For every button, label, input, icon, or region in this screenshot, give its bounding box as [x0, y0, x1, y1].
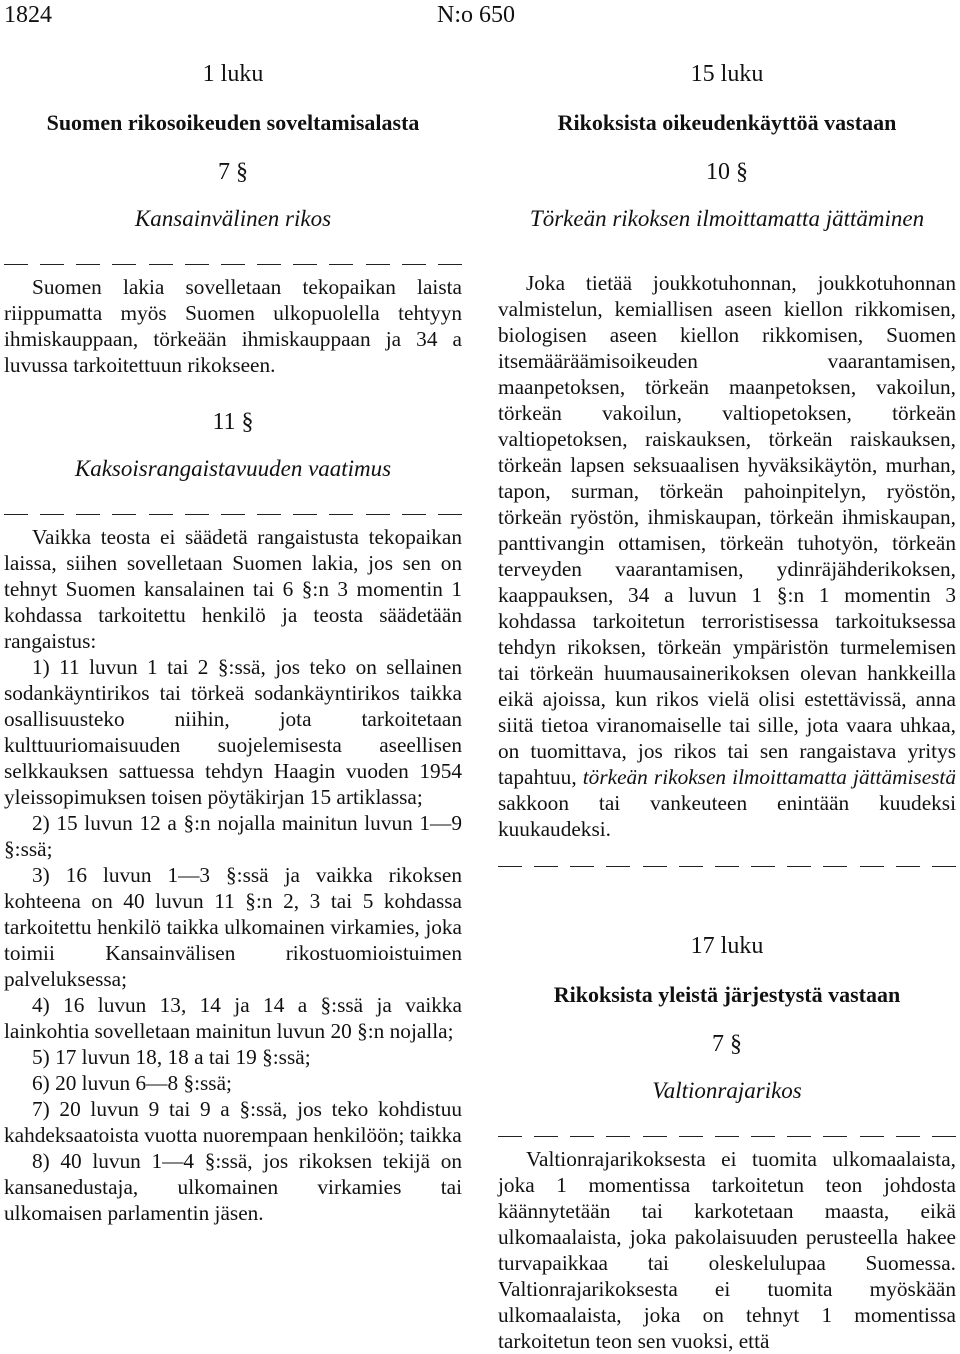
list-item: 1) 11 luvun 1 tai 2 §:ssä, jos teko on sellainen sodankäyntirikos tai törkeä sodankäyntirikos taikka osallisuusteko niihin, jota tarkoitetaan kulttuuriomaisuuden suojelemisesta aseellisen selkkauksen sattuessa tehdyn Haagin vuoden 1954 yleissopimuksen toisen pöytäkirjan 15 artiklassa; [4, 655, 462, 809]
chapter-title: Rikoksista oikeudenkäyttöä vastaan [557, 110, 897, 135]
omission-dashes [4, 498, 462, 518]
section-paragraph: Suomen lakia sovelletaan tekopaikan laista riippumatta myös Suomen ulkopuolella tehtyyn ihmiskauppaan, törkeään ihmiskauppaan ja 34 a luvussa tarkoitettuun rikokseen. [4, 275, 462, 377]
list-item: 8) 40 luvun 1—4 §:ssä, jos rikoksen tekijä on kansanedustaja, ulkomainen virkamies tai ulkomaisen parlamentin jäsen. [4, 1149, 462, 1225]
page-header [0, 0, 960, 34]
section-title: Kaksoisrangaistavuuden vaatimus [74, 456, 392, 481]
section-paragraph: Valtionrajarikoksesta ei tuomita ulkomaalaista, joka 1 momentissa tarkoitetun teon johdosta käännytetään tai karkotetaan maasta, eikä ulkomaalaista, joka pakolaisuuden perusteella hakee turvapaikkaa tai oleskelulupaa Suomessa. Valtionrajarikoksesta ei tuomita myöskään ulkomaalaista, joka on tehnyt 1 momentissa tarkoitetun teon sen vuoksi, että [498, 1147, 956, 1353]
omission-dashes [498, 1120, 956, 1140]
section-paragraph [498, 270, 956, 842]
omission-dashes [498, 850, 956, 870]
list-item: 3) 16 luvun 1—3 §:ssä ja vaikka rikoksen kohteena on 40 luvun 11 §:n 2, 3 tai 5 kohdassa tarkoitettu henkilö taikka ulkomainen virkamies, joka toimii Kansainvälisen rikostuomioistuimen palveluksessa; [4, 863, 462, 991]
list-item: 4) 16 luvun 13, 14 ja 14 a §:ssä ja vaikka lainkohtia sovelletaan mainitun luvun 20 §:n nojalla; [4, 993, 462, 1043]
offence-name: törkeän rikoksen ilmoittamatta jättämisestä [582, 765, 956, 789]
chapter-title: Rikoksista yleistä järjestystä vastaan [553, 982, 901, 1007]
paragraph-text: Joka tietää joukkotuhonnan, joukkotuhonnan valmistelun, kemiallisen aseen kiellon rikkomisen, biologisen aseen kiellon rikkomisen, Suomen itsemääräämisoikeuden vaarantamisen, maanpetoksen, törkeän maanpetoksen, vakoilun, törkeän vakoilun, valtiopetoksen, törkeän valtiopetoksen, raiskauksen, törkeän raiskauksen, törkeän lapsen seksuaalisen hyväksikäytön, murhan, tapon, surman, törkeän pahoinpitelyn, ryöstön, törkeän ryöstön, ihmiskaupan, törkeän ihmiskaupan, panttivangin ottamisen, törkeän tuhotyön, törkeän terveyden vaarantamisen, ydinräjähderikoksen, kaappauksen, 34 a luvun 1 §:n 1 momentin 3 kohdassa tarkoitetun terroristisessa tarkoituksessa tehdyn rikoksen, törkeän ympäristön turmelemisen tai törkeän huumausainerikoksen olevan hankkeilla eikä ajoissa, kun rikos vielä olisi estettävissä, anna siitä tietoa viranomaiselle tai sille, jota vaara uhkaa, on tuomittava, jos rikos tai sen rangaistava yritys tapahtuu, [498, 271, 956, 789]
list-item: 5) 17 luvun 18, 18 a tai 19 §:ssä; [32, 1045, 311, 1069]
section-title: Törkeän rikoksen ilmoittamatta jättäminen [529, 206, 925, 231]
section-number: 7 § [712, 1031, 742, 1057]
left-column [4, 58, 462, 1226]
section-title: Valtionrajarikos [652, 1078, 802, 1103]
section-number: 7 § [218, 159, 248, 185]
omission-dashes [4, 248, 462, 268]
section-paragraph: Vaikka teosta ei säädetä rangaistusta tekopaikan laissa, siihen sovelletaan Suomen lakia, jos sen on tehnyt Suomen kansalainen tai 6 §:n 3 momentin 1 kohdassa tarkoitettu henkilö ja teosta säädetään rangaistus: [4, 525, 462, 653]
chapter-heading: 17 luku [690, 933, 764, 959]
section-title: Kansainvälinen rikos [134, 206, 332, 231]
list-item: 6) 20 luvun 6—8 §:ssä; [32, 1071, 232, 1095]
paragraph-text-tail: sakkoon tai vankeuteen enintään kuudeksi kuukaudeksi. [498, 791, 956, 841]
chapter-heading: 1 luku [202, 61, 264, 87]
page-number: 1824 [4, 2, 52, 28]
list-item: 2) 15 luvun 12 a §:n nojalla mainitun luvun 1—9 §:ssä; [4, 811, 462, 861]
section-number: 11 § [212, 409, 254, 435]
chapter-heading: 15 luku [690, 61, 764, 87]
list-item: 7) 20 luvun 9 tai 9 a §:ssä, jos teko kohdistuu kahdeksaatoista vuotta nuorempaan henkilöön; taikka [4, 1097, 462, 1147]
document-number: N:o 650 [437, 2, 515, 28]
section-number: 10 § [706, 159, 748, 185]
chapter-title: Suomen rikosoikeuden soveltamisalasta [46, 110, 420, 135]
right-column [498, 58, 956, 1354]
